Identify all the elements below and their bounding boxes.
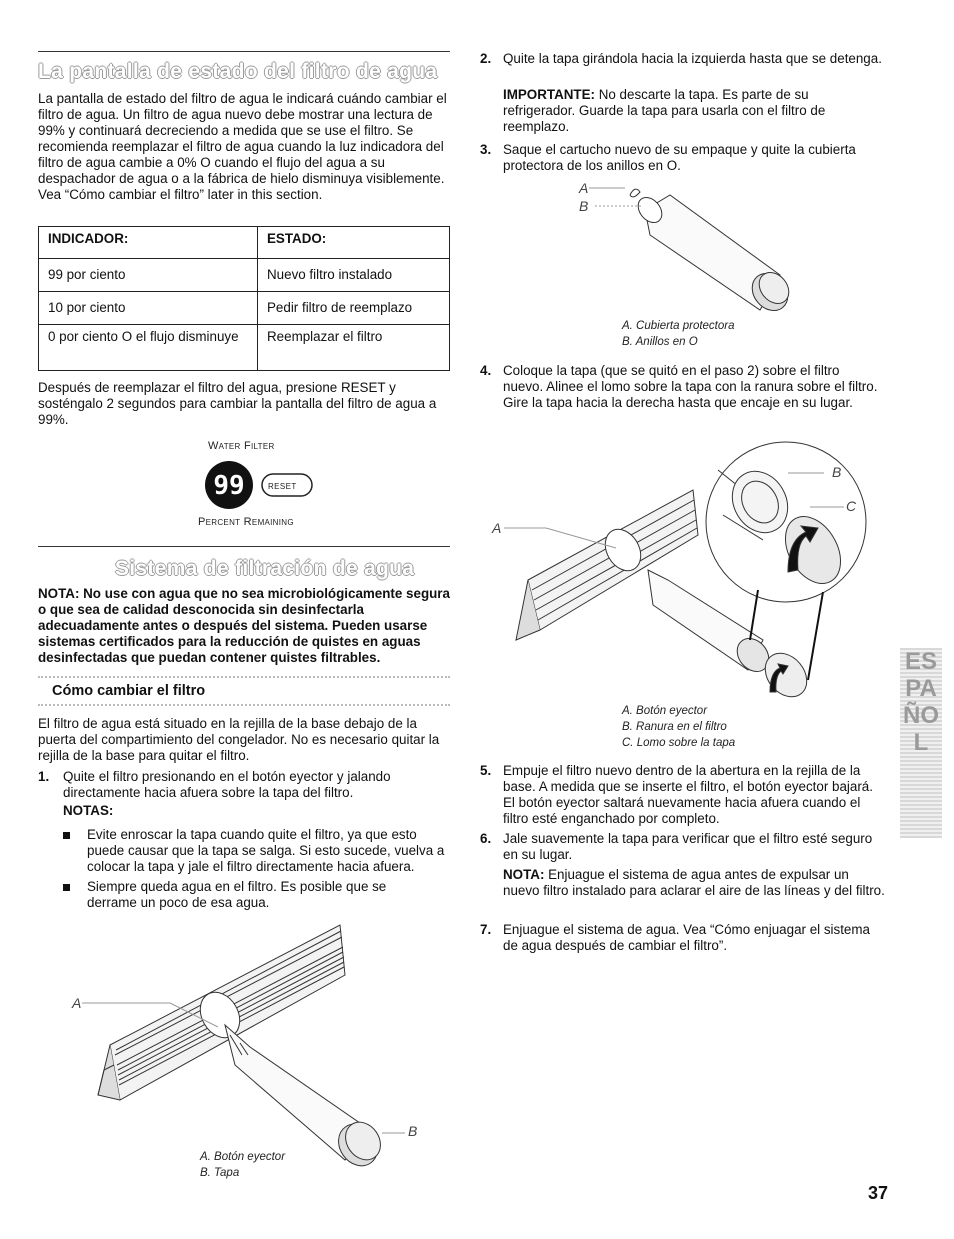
after-replace-text: Después de reemplazar el filtro del agua, presione RESET y sosténgalo 2 segundos para cambiar la pantalla del filtro de agua a 99%. — [38, 380, 437, 427]
change-filter-intro: El filtro de agua está situado en la rejilla de la base debajo de la puerta del compartimiento del congelador. No es necesario quitar la rejilla de la base para quitar el filtro. — [38, 716, 440, 763]
bullet-icon — [63, 884, 70, 891]
table-cell: Pedir filtro de reemplazo — [258, 292, 450, 325]
figure-install-filter — [488, 440, 868, 702]
step-4-text: Coloque la tapa (que se quitó en el paso 2) sobre el filtro nuevo. Alinee el lomo sobre la tapa con la ranura sobre el filtro. Gire la tapa hacia la derecha hasta que encaje en su lugar. — [503, 363, 878, 410]
figure-label: B — [832, 464, 842, 480]
figure-new-cartridge — [575, 180, 795, 320]
step-number: 3. — [480, 142, 492, 157]
step-7-text: Enjuague el sistema de agua. Vea “Cómo enjuagar el sistema de agua después de cambiar el filtro”. — [503, 922, 870, 953]
table-cell: Nuevo filtro instalado — [258, 259, 450, 292]
cartridge-illustration — [575, 180, 795, 320]
step-2-text: Quite la tapa girándola hacia la izquierda hasta que se detenga. — [503, 51, 882, 66]
display-bottom-label: Percent Remaining — [198, 516, 294, 528]
subhead-rule-bottom — [38, 704, 450, 706]
language-tab: ESPAÑOL — [900, 648, 942, 838]
important-label: IMPORTANTE: — [503, 87, 595, 102]
safety-note: NOTA: No use con agua que no sea microbiológicamente segura o que sea de calidad desconocida sin desinfectarla adecuadamente antes o después del sistema. Pueden usarse sistemas certificados para la reducción de quistes en aguas desinfectadas que puedan contener quistes filtrables. — [38, 586, 450, 665]
step-number: 4. — [480, 363, 492, 378]
section-title-filter-status: La pantalla de estado del filtro de agua — [38, 60, 438, 83]
figure-caption: B. Tapa — [200, 1167, 240, 1179]
step-3-text: Saque el cartucho nuevo de su empaque y quite la cubierta protectora de los anillos en O. — [503, 142, 856, 173]
table-header-cell: INDICADOR: — [39, 227, 258, 259]
section-rule — [38, 546, 450, 547]
figure-caption: A. Cubierta protectora — [622, 320, 735, 332]
filter-status-display — [196, 460, 316, 510]
install-illustration — [488, 440, 868, 702]
subhead-change-filter: Cómo cambiar el filtro — [52, 683, 206, 699]
display-top-label: Water Filter — [208, 440, 275, 452]
step-number: 1. — [38, 769, 50, 784]
step-number: 6. — [480, 831, 492, 846]
step-number: 2. — [480, 51, 492, 66]
figure-label: C — [846, 498, 857, 514]
subhead-rule-top — [38, 676, 450, 678]
step-1-text: Quite el filtro presionando en el botón eyector y jalando directamente hacia afuera sobre la tapa del filtro. — [63, 769, 391, 800]
figure-label: A — [579, 180, 589, 196]
step-2-important — [503, 87, 883, 135]
filter-status-intro: La pantalla de estado del filtro de agua le indicará cuándo cambiar el filtro de agua. Un filtro de agua nuevo debe mostrar una lectura de 99% y continuará decreciendo a medida que se use el filtro. Se recomienda reemplazar el filtro de agua cuando la luz indicadora del filtro de agua cambie a 0% O cuando el flujo del agua a su despachador de agua o a la fábrica de hielo disminuya visiblemente. Vea “Cómo cambiar el filtro” later in this section. — [38, 91, 447, 202]
table-cell: Reemplazar el filtro — [258, 325, 450, 371]
display-graphic — [196, 460, 316, 510]
bullet-icon — [63, 832, 70, 839]
figure-caption: A. Botón eyector — [622, 705, 708, 717]
table-row — [39, 325, 450, 371]
step-number: 7. — [480, 922, 492, 937]
table-cell: 99 por ciento — [39, 259, 258, 292]
figure-label: B — [579, 198, 589, 214]
step-6-note — [503, 867, 885, 899]
page-number: 37 — [868, 1183, 889, 1203]
table-cell: 10 por ciento — [39, 292, 258, 325]
display-digits: 99 — [213, 471, 245, 501]
reset-button[interactable]: RESET — [268, 482, 297, 491]
table-header-row — [39, 227, 450, 259]
figure-caption: B. Anillos en O — [622, 336, 698, 348]
bullet-text: Siempre queda agua en el filtro. Es posible que se derrame un poco de esa agua. — [87, 879, 387, 910]
status-table — [38, 226, 450, 371]
section-title-filtration: Sistema de filtración de agua — [115, 557, 415, 580]
table-row — [39, 259, 450, 292]
note-text: Enjuague el sistema de agua antes de expulsar un nuevo filtro instalado para aclarar el aire de las líneas y del filtro. — [503, 867, 885, 898]
bullet-text: Evite enroscar la tapa cuando quite el filtro, ya que esto puede causar que la tapa se salga. Si esto sucede, vuelva a colocar la tapa y jale el filtro directamente hacia afuera. — [87, 827, 445, 874]
important-text: No descarte la tapa. Es parte de su refrigerador. Guarde la tapa para usarla con el filtro de reemplazo. — [503, 87, 826, 134]
figure-caption: C. Lomo sobre la tapa — [622, 737, 736, 749]
grille-filter-illustration — [70, 915, 430, 1175]
table-row — [39, 292, 450, 325]
notes-label: NOTAS: — [63, 803, 114, 818]
step-number: 5. — [480, 763, 492, 778]
figure-label: B — [408, 1123, 418, 1139]
figure-label: A — [492, 520, 502, 536]
figure-caption: B. Ranura en el filtro — [622, 721, 727, 733]
top-rule-left — [38, 51, 450, 52]
step-5-text: Empuje el filtro nuevo dentro de la abertura en la rejilla de la base. A medida que se inserte el filtro, el botón eyector bajará. El botón eyector saltará nuevamente hacia afuera cuando el filtro esté enganchado por completo. — [503, 763, 873, 826]
step-6-text: Jale suavemente la tapa para verificar que el filtro esté seguro en su lugar. — [503, 831, 873, 862]
figure-caption: A. Botón eyector — [200, 1151, 286, 1163]
figure-remove-filter — [70, 915, 430, 1175]
figure-label: A — [72, 995, 82, 1011]
note-label: NOTA: — [503, 867, 545, 882]
table-cell: 0 por ciento O el flujo disminuye — [39, 325, 258, 371]
table-header-cell: ESTADO: — [258, 227, 450, 259]
